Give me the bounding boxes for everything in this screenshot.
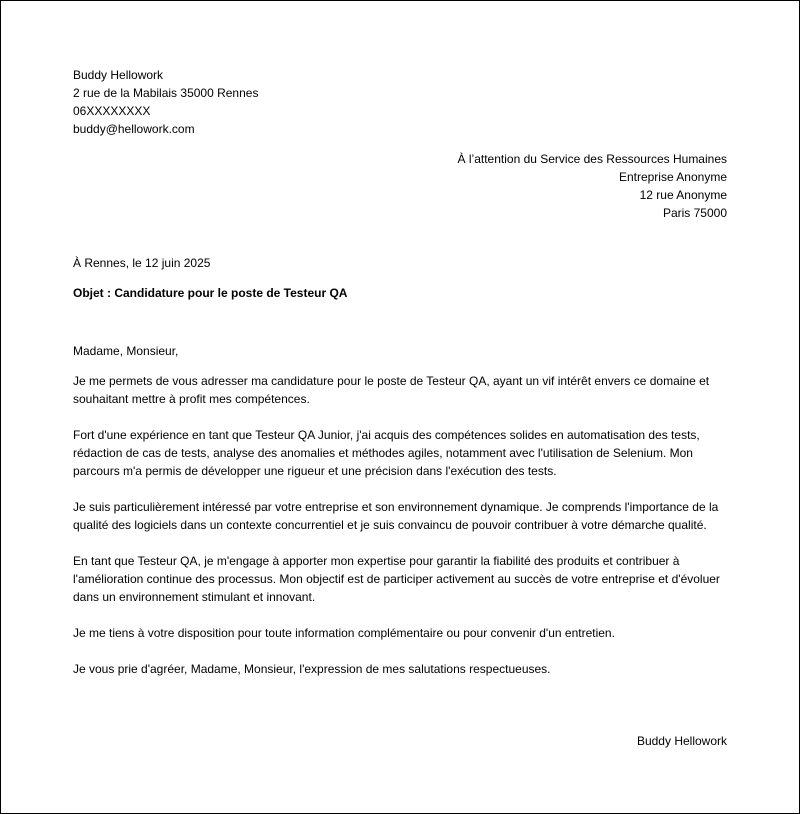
recipient-street: 12 rue Anonyme: [639, 188, 727, 202]
recipient-company: Entreprise Anonyme: [618, 170, 727, 184]
body-paragraph: Je me tiens à votre disposition pour toute information complémentaire ou pour convenir d'un entretien.: [73, 626, 615, 640]
sender-email: buddy@hellowork.com: [73, 122, 195, 136]
recipient-attention: À l’attention du Service des Ressources Humaines: [457, 152, 727, 166]
body-paragraph: Je suis particulièrement intéressé par votre entreprise et son environnement dynamique. Je comprends l'importance de la qualité des logiciels dans un contexte concurrentiel et je suis convaincu de pouvoir contribuer à votre démarche qualité.: [73, 500, 719, 532]
sender-name: Buddy Hellowork: [73, 68, 164, 82]
salutation: Madame, Monsieur,: [73, 344, 179, 358]
recipient-block: [458, 150, 727, 222]
body-paragraph: En tant que Testeur QA, je m'engage à apporter mon expertise pour garantir la fiabilité des produits et contribuer à l'amélioration continue des processus. Mon objectif est de participer activement au succès de votre entreprise et d'évoluer dans un environnement stimulant et innovant.: [73, 554, 720, 604]
sender-address: 2 rue de la Mabilais 35000 Rennes: [73, 86, 259, 100]
signature: Buddy Hellowork: [636, 734, 727, 748]
subject-line: Objet : Candidature pour le poste de Testeur QA: [73, 286, 348, 300]
sender-block: [73, 66, 258, 138]
closing-paragraph: Je vous prie d'agréer, Madame, Monsieur, l'expression de mes salutations respectueuses.: [73, 662, 551, 676]
sender-phone: 06XXXXXXXX: [73, 104, 151, 118]
letter-body: [73, 342, 733, 696]
date-line: À Rennes, le 12 juin 2025: [73, 256, 211, 270]
body-paragraph: Fort d'une expérience en tant que Testeur QA Junior, j'ai acquis des compétences solides en automatisation des tests, rédaction de cas de tests, analyse des anomalies et méthodes agiles, notamment avec l'utilisation de Selenium. Mon parcours m'a permis de développer une rigueur et une précision dans l'exécution des tests.: [73, 428, 700, 478]
recipient-city: Paris 75000: [662, 206, 727, 220]
body-paragraph: Je me permets de vous adresser ma candidature pour le poste de Testeur QA, ayant un vif intérêt envers ce domaine et souhaitant mettre à profit mes compétences.: [73, 374, 710, 406]
